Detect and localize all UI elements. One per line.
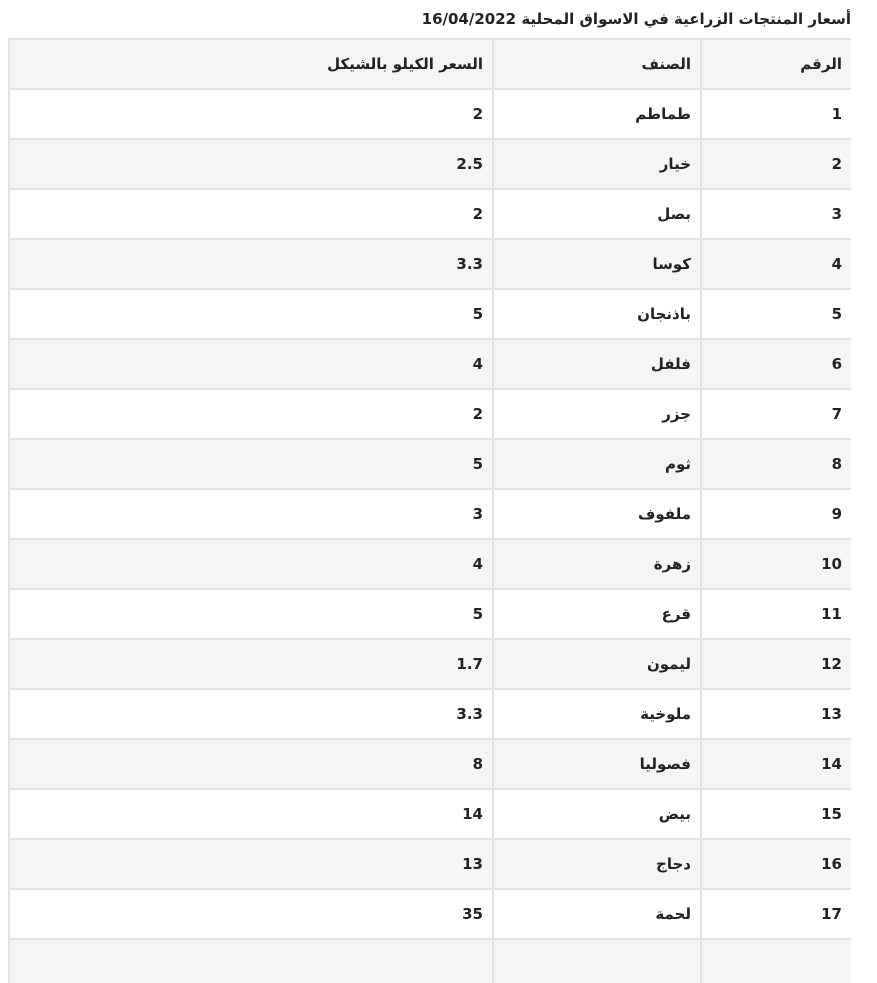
cell-number: 5 [701,289,851,339]
table-row [9,789,851,839]
table-row [9,539,851,589]
table-body [9,89,851,983]
cell-item: زهرة [493,539,701,589]
cell-number: 1 [701,89,851,139]
cell-price: 3 [9,489,493,539]
cell-item: كوسا [493,239,701,289]
cell-item: ملفوف [493,489,701,539]
table-row [9,489,851,539]
table-row [9,89,851,139]
table-row [9,239,851,289]
cell-item: ليمون [493,639,701,689]
cell-price: 35 [9,889,493,939]
table-row [9,589,851,639]
cell-price: 3.3 [9,689,493,739]
table-row [9,339,851,389]
table-header-row [9,39,851,89]
cell-item: طماطم [493,89,701,139]
cell-price: 1.7 [9,639,493,689]
table-row [9,889,851,939]
cell-price [9,939,493,983]
cell-price: 2.5 [9,139,493,189]
cell-price: 4 [9,539,493,589]
table-row [9,189,851,239]
cell-item: لحمة [493,889,701,939]
cell-price: 5 [9,289,493,339]
cell-price: 2 [9,389,493,439]
cell-price: 13 [9,839,493,889]
cell-item: دجاج [493,839,701,889]
table-row [9,839,851,889]
cell-number: 2 [701,139,851,189]
table-row [9,439,851,489]
cell-price: 4 [9,339,493,389]
prices-table [8,38,851,983]
table-row [9,639,851,689]
header-price: السعر الكيلو بالشيكل [9,39,493,89]
cell-number: 15 [701,789,851,839]
cell-number: 6 [701,339,851,389]
cell-number [701,939,851,983]
cell-price: 2 [9,189,493,239]
cell-number: 8 [701,439,851,489]
cell-price: 14 [9,789,493,839]
page-title: أسعار المنتجات الزراعية في الاسواق المحلية 16/04/2022 [421,10,851,28]
header-item: الصنف [493,39,701,89]
cell-item [493,939,701,983]
cell-price: 8 [9,739,493,789]
cell-item: قرع [493,589,701,639]
cell-item: جزر [493,389,701,439]
table-row [9,389,851,439]
cell-item: فصوليا [493,739,701,789]
cell-number: 10 [701,539,851,589]
cell-number: 9 [701,489,851,539]
cell-price: 5 [9,439,493,489]
cell-item: فلفل [493,339,701,389]
cell-price: 2 [9,89,493,139]
cell-number: 4 [701,239,851,289]
table-row [9,739,851,789]
cell-price: 3.3 [9,239,493,289]
cell-number: 7 [701,389,851,439]
cell-item: باذنجان [493,289,701,339]
cell-number: 12 [701,639,851,689]
cell-item: بصل [493,189,701,239]
header-number: الرقم [701,39,851,89]
cell-item: خيار [493,139,701,189]
cell-item: ثوم [493,439,701,489]
prices-table-container [8,38,851,983]
table-row [9,939,851,983]
cell-number: 11 [701,589,851,639]
table-row [9,289,851,339]
cell-item: بيض [493,789,701,839]
cell-number: 14 [701,739,851,789]
cell-item: ملوخية [493,689,701,739]
cell-number: 16 [701,839,851,889]
cell-number: 13 [701,689,851,739]
table-row [9,139,851,189]
table-row [9,689,851,739]
cell-number: 17 [701,889,851,939]
cell-price: 5 [9,589,493,639]
cell-number: 3 [701,189,851,239]
